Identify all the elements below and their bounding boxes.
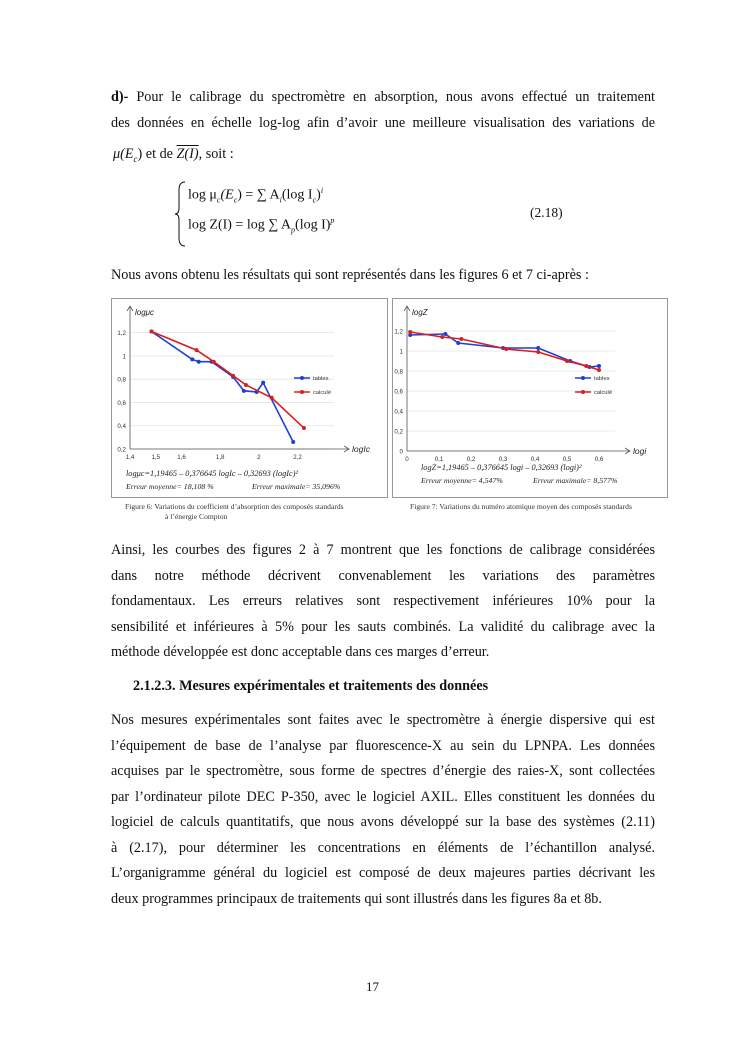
data-point-tables: [291, 440, 295, 444]
legend-label: tables: [313, 376, 329, 383]
data-point-tables: [190, 357, 194, 361]
y-tick-label: 0,6: [394, 388, 403, 396]
intro-line2: des données en échelle log-log afin d’avoir une meilleure visualisation des variations de: [111, 114, 655, 131]
data-point-calculé: [565, 359, 569, 363]
y-tick-label: 0,8: [394, 368, 403, 376]
para2-line: dans notre méthode décrivent convenablement les variations des paramètres: [111, 567, 655, 584]
x-tick-label: 0,3: [498, 456, 508, 463]
intro-paragraph: [111, 85, 655, 136]
figure7-err-mean: Erreur moyenne= 4,547%: [421, 476, 503, 485]
x-tick-label: 0,6: [594, 456, 604, 463]
figure6-formula: logμc=1,19465 – 0,376645 logIc – 0,32693 (logIc)²: [126, 469, 298, 478]
equation-2: log Z(I) = log ∑ $A_p(\log$ I)$^p$: [188, 216, 335, 235]
x-tick-label: 1,4: [125, 454, 135, 461]
para3-line: par l’ordinateur pilote DEC P-350, avec le logiciel AXIL. Elles constituent les données du: [111, 788, 655, 805]
figure6-caption: Figure 6: Variations du coefficient d’absorption des composés standards à l’énergie Compton: [125, 502, 344, 521]
para3-line: L’organigramme général du logiciel est composé de deux majeures parties décrivant les: [111, 865, 655, 881]
para2-line: Ainsi, les courbes des figures 2 à 7 montrent que les fonctions de calibrage considérées: [111, 542, 655, 558]
x-axis-label: logIc: [352, 444, 370, 454]
intro-line1: Pour le calibrage du spectromètre en absorption, nous avons effectué un traitement: [128, 89, 655, 105]
x-tick-label: 1,8: [215, 454, 225, 461]
equation-number: (2.18): [530, 205, 563, 220]
legend-label: calculé: [313, 390, 332, 397]
data-point-tables: [197, 360, 201, 364]
y-tick-label: 0,2: [117, 446, 126, 454]
data-point-calculé: [302, 426, 306, 430]
y-axis-label: logμc: [135, 308, 155, 317]
intro-line3: $\mu(E_c)$ et de Z(I), soit :: [113, 146, 234, 164]
para2-line: fondamentaux. Les erreurs relatives sont respectivement inférieures 10% pour la: [111, 593, 655, 609]
y-tick-label: 1,2: [394, 328, 403, 336]
results-sentence: Nous avons obtenu les résultats qui sont représentés dans les figures 6 et 7 ci-après :: [111, 267, 589, 283]
data-point-calculé: [231, 374, 235, 378]
para3-line: acquises par le spectromètre, sous forme de spectres d’énergie des raies-X, sont collectées: [111, 763, 655, 779]
data-point-calculé: [536, 350, 540, 354]
data-point-calculé: [584, 364, 588, 368]
figure7-formula: logZ=1,19465 – 0,376645 logi – 0,32693 (logi)²: [421, 463, 582, 472]
y-tick-label: 0: [399, 448, 403, 456]
data-point-calculé: [195, 348, 199, 352]
legend-marker: [300, 376, 304, 380]
data-point-tables: [443, 332, 447, 336]
page-number: 17: [366, 979, 379, 994]
y-tick-label: 0,6: [117, 399, 126, 407]
data-point-tables: [261, 381, 265, 385]
data-point-calculé: [149, 329, 153, 333]
data-point-calculé: [408, 330, 412, 334]
data-point-calculé: [597, 368, 601, 372]
figure6-err-max: Erreur maximale= 35,096%: [252, 482, 341, 491]
paragraph-2: [111, 538, 655, 666]
para3-line: à (2.17), pour déterminer les concentrations en éléments de l’échantillon analysé.: [111, 839, 655, 856]
series-line-calculé: [152, 332, 304, 429]
figure7-err-max: Erreur maximale= 8,577%: [533, 476, 618, 485]
figure7-caption: Figure 7: Variations du numéro atomique moyen des composés standards: [410, 502, 632, 511]
x-axis-label: logi: [633, 446, 647, 456]
para2-line: méthode développée est donc acceptable dans ces marges d’erreur.: [111, 644, 490, 660]
x-tick-label: 1,6: [177, 454, 186, 461]
y-tick-label: 0,2: [394, 428, 403, 436]
x-tick-label: 1,5: [151, 454, 161, 461]
figure6-err-mean: Erreur moyenne= 18,108 %: [126, 482, 214, 491]
data-point-calculé: [459, 337, 463, 341]
x-tick-label: 0,2: [466, 456, 476, 463]
data-point-calculé: [504, 347, 508, 351]
y-tick-label: 1: [122, 353, 126, 361]
data-point-tables: [242, 389, 246, 393]
legend-marker: [581, 376, 585, 380]
para3-line: l’équipement de base de l’analyse par fluorescence-X au sein du LPNPA. Les données: [111, 737, 655, 754]
data-point-calculé: [440, 335, 444, 339]
y-tick-label: 0,8: [117, 376, 126, 384]
x-tick-label: 0,1: [434, 456, 444, 463]
y-tick-label: 0,4: [394, 408, 403, 416]
x-tick-label: 0,5: [562, 456, 572, 463]
data-point-tables: [456, 341, 460, 345]
section-heading: 2.1.2.3. Mesures expérimentales et traitements des données: [133, 678, 489, 694]
x-tick-label: 2: [257, 454, 261, 461]
legend-label: calculé: [594, 390, 613, 397]
data-point-tables: [597, 364, 601, 368]
legend-marker: [300, 390, 304, 394]
y-tick-label: 1: [399, 348, 403, 356]
x-tick-label: 0: [405, 456, 409, 463]
data-point-calculé: [244, 383, 248, 387]
y-tick-label: 1,2: [117, 330, 126, 338]
para3-line: deux programmes principaux de traitements qui sont illustrés dans les figures 8a et 8b.: [111, 890, 602, 907]
para3-line: logiciel de calculs quantitatifs, que nous avons développé sur la base des systèmes (2.11): [111, 814, 655, 830]
legend-label: tables: [594, 376, 610, 383]
y-axis-label: logZ: [412, 308, 428, 317]
equation-brace: [174, 180, 188, 248]
intro-bold: d)-: [111, 89, 129, 105]
paragraph-3: [111, 708, 655, 912]
data-point-calculé: [212, 360, 216, 364]
para3-line: Nos mesures expérimentales sont faites avec le spectromètre à énergie dispersive qui est: [111, 712, 655, 728]
data-point-calculé: [270, 396, 274, 400]
legend-marker: [581, 390, 585, 394]
para2-line: sensibilité et inférieures à 5% pour les sauts combinés. La validité du calibrage avec la: [111, 618, 655, 635]
figure6-chart: [112, 299, 387, 497]
y-tick-label: 0,4: [117, 423, 126, 431]
x-tick-label: 2,2: [293, 454, 302, 461]
x-tick-label: 0,4: [530, 456, 540, 463]
figure6-frame: [111, 298, 388, 498]
equation-1: $\log \mu_c(E_c)$ = ∑ $A_i(\log$ $I_c)^i$: [188, 186, 324, 205]
figure7-frame: [392, 298, 668, 498]
data-point-tables: [536, 346, 540, 350]
